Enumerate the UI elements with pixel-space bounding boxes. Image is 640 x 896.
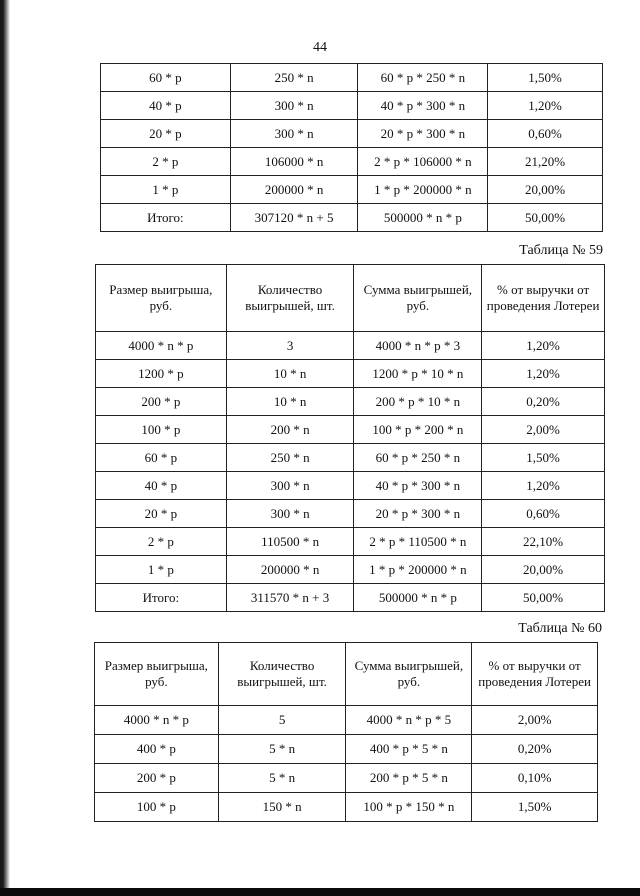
cell-prize-sum: 100 * р * 150 * n <box>346 793 472 822</box>
cell-prize-sum: 500000 * n * р <box>358 204 488 232</box>
cell-prize-count: 200 * n <box>226 416 354 444</box>
cell-revenue-percent: 50,00% <box>488 204 603 232</box>
table-60 <box>94 642 598 822</box>
table-row <box>96 500 605 528</box>
cell-prize-sum: 200 * р * 10 * n <box>354 388 482 416</box>
table-row <box>96 360 605 388</box>
cell-prize-sum: 40 * р * 300 * n <box>354 472 482 500</box>
table-row <box>95 764 598 793</box>
cell-revenue-percent: 20,00% <box>488 176 603 204</box>
cell-prize-count: 250 * n <box>230 64 358 92</box>
cell-prize-size: 40 * р <box>96 472 227 500</box>
cell-prize-count: 311570 * n + 3 <box>226 584 354 612</box>
cell-prize-size: 400 * р <box>95 735 219 764</box>
table-header-row <box>96 265 605 332</box>
cell-prize-count: 110500 * n <box>226 528 354 556</box>
table-row <box>101 204 603 232</box>
cell-prize-count: 5 * n <box>218 764 346 793</box>
header-revenue-percent: % от выручки от проведения Лотереи <box>482 265 605 332</box>
cell-prize-count: 150 * n <box>218 793 346 822</box>
table-59 <box>95 264 605 612</box>
cell-prize-count: 300 * n <box>230 120 358 148</box>
table-row <box>101 148 603 176</box>
table-header-row <box>95 643 598 706</box>
table-row <box>96 556 605 584</box>
header-prize-sum: Сумма выигрышей, руб. <box>354 265 482 332</box>
cell-prize-size: Итого: <box>101 204 231 232</box>
cell-prize-count: 300 * n <box>230 92 358 120</box>
cell-revenue-percent: 50,00% <box>482 584 605 612</box>
cell-prize-count: 3 <box>226 332 354 360</box>
cell-revenue-percent: 2,00% <box>472 706 598 735</box>
cell-revenue-percent: 1,50% <box>488 64 603 92</box>
header-prize-count: Количество выигрышей, шт. <box>226 265 354 332</box>
table-row <box>95 793 598 822</box>
cell-revenue-percent: 0,60% <box>488 120 603 148</box>
cell-prize-size: 1 * р <box>101 176 231 204</box>
cell-prize-sum: 1200 * р * 10 * n <box>354 360 482 388</box>
cell-revenue-percent: 0,20% <box>482 388 605 416</box>
cell-revenue-percent: 21,20% <box>488 148 603 176</box>
cell-revenue-percent: 1,20% <box>482 332 605 360</box>
cell-prize-sum: 400 * р * 5 * n <box>346 735 472 764</box>
cell-revenue-percent: 0,20% <box>472 735 598 764</box>
cell-prize-sum: 1 * р * 200000 * n <box>358 176 488 204</box>
cell-prize-sum: 2 * р * 110500 * n <box>354 528 482 556</box>
cell-prize-count: 250 * n <box>226 444 354 472</box>
cell-prize-count: 5 * n <box>218 735 346 764</box>
cell-revenue-percent: 20,00% <box>482 556 605 584</box>
cell-prize-size: 2 * р <box>96 528 227 556</box>
cell-prize-count: 10 * n <box>226 388 354 416</box>
cell-prize-size: 60 * р <box>101 64 231 92</box>
cell-prize-size: 20 * р <box>96 500 227 528</box>
cell-prize-size: 1200 * р <box>96 360 227 388</box>
cell-prize-size: 1 * р <box>96 556 227 584</box>
cell-revenue-percent: 1,20% <box>482 472 605 500</box>
table-row <box>96 472 605 500</box>
scan-border-bottom <box>0 888 640 896</box>
cell-prize-count: 300 * n <box>226 472 354 500</box>
cell-prize-size: 40 * р <box>101 92 231 120</box>
cell-prize-size: 200 * р <box>95 764 219 793</box>
cell-prize-sum: 60 * р * 250 * n <box>354 444 482 472</box>
cell-revenue-percent: 1,50% <box>482 444 605 472</box>
cell-prize-sum: 4000 * n * р * 3 <box>354 332 482 360</box>
cell-prize-size: 2 * р <box>101 148 231 176</box>
cell-revenue-percent: 22,10% <box>482 528 605 556</box>
table-row <box>96 528 605 556</box>
cell-revenue-percent: 1,20% <box>488 92 603 120</box>
cell-prize-sum: 1 * р * 200000 * n <box>354 556 482 584</box>
page-number: 44 <box>313 40 327 55</box>
cell-prize-sum: 2 * р * 106000 * n <box>358 148 488 176</box>
table-row <box>96 388 605 416</box>
table-row <box>101 120 603 148</box>
cell-prize-count: 300 * n <box>226 500 354 528</box>
cell-prize-sum: 20 * р * 300 * n <box>354 500 482 528</box>
header-prize-count: Количество выигрышей, шт. <box>218 643 346 706</box>
cell-prize-count: 200000 * n <box>230 176 358 204</box>
table-row <box>101 92 603 120</box>
cell-prize-count: 200000 * n <box>226 556 354 584</box>
cell-prize-sum: 4000 * n * р * 5 <box>346 706 472 735</box>
cell-revenue-percent: 1,50% <box>472 793 598 822</box>
cell-prize-count: 5 <box>218 706 346 735</box>
table-row <box>101 64 603 92</box>
scan-border-left <box>0 0 10 896</box>
table-59-caption: Таблица № 59 <box>519 243 603 258</box>
cell-revenue-percent: 0,10% <box>472 764 598 793</box>
table-row <box>96 584 605 612</box>
cell-prize-size: 4000 * n * р <box>96 332 227 360</box>
cell-prize-count: 307120 * n + 5 <box>230 204 358 232</box>
cell-prize-size: 60 * р <box>96 444 227 472</box>
table-row <box>101 176 603 204</box>
header-prize-size: Размер выигрыша, руб. <box>96 265 227 332</box>
table-row <box>96 416 605 444</box>
header-prize-size: Размер выигрыша, руб. <box>95 643 219 706</box>
cell-prize-count: 10 * n <box>226 360 354 388</box>
cell-revenue-percent: 1,20% <box>482 360 605 388</box>
table-row <box>95 735 598 764</box>
table-row <box>95 706 598 735</box>
table-row <box>96 444 605 472</box>
table-row <box>96 332 605 360</box>
cell-revenue-percent: 2,00% <box>482 416 605 444</box>
cell-prize-sum: 20 * р * 300 * n <box>358 120 488 148</box>
cell-prize-sum: 500000 * n * р <box>354 584 482 612</box>
cell-prize-sum: 40 * р * 300 * n <box>358 92 488 120</box>
cell-prize-size: 200 * р <box>96 388 227 416</box>
cell-prize-count: 106000 * n <box>230 148 358 176</box>
cell-prize-sum: 100 * р * 200 * n <box>354 416 482 444</box>
cell-prize-size: 100 * р <box>95 793 219 822</box>
table-60-caption: Таблица № 60 <box>518 621 602 636</box>
header-prize-sum: Сумма выигрышей, руб. <box>346 643 472 706</box>
cell-prize-sum: 200 * р * 5 * n <box>346 764 472 793</box>
cell-prize-size: 4000 * n * р <box>95 706 219 735</box>
cell-prize-sum: 60 * р * 250 * n <box>358 64 488 92</box>
continued-table <box>100 63 603 232</box>
cell-revenue-percent: 0,60% <box>482 500 605 528</box>
cell-prize-size: 20 * р <box>101 120 231 148</box>
cell-prize-size: 100 * р <box>96 416 227 444</box>
cell-prize-size: Итого: <box>96 584 227 612</box>
header-revenue-percent: % от выручки от проведения Лотереи <box>472 643 598 706</box>
